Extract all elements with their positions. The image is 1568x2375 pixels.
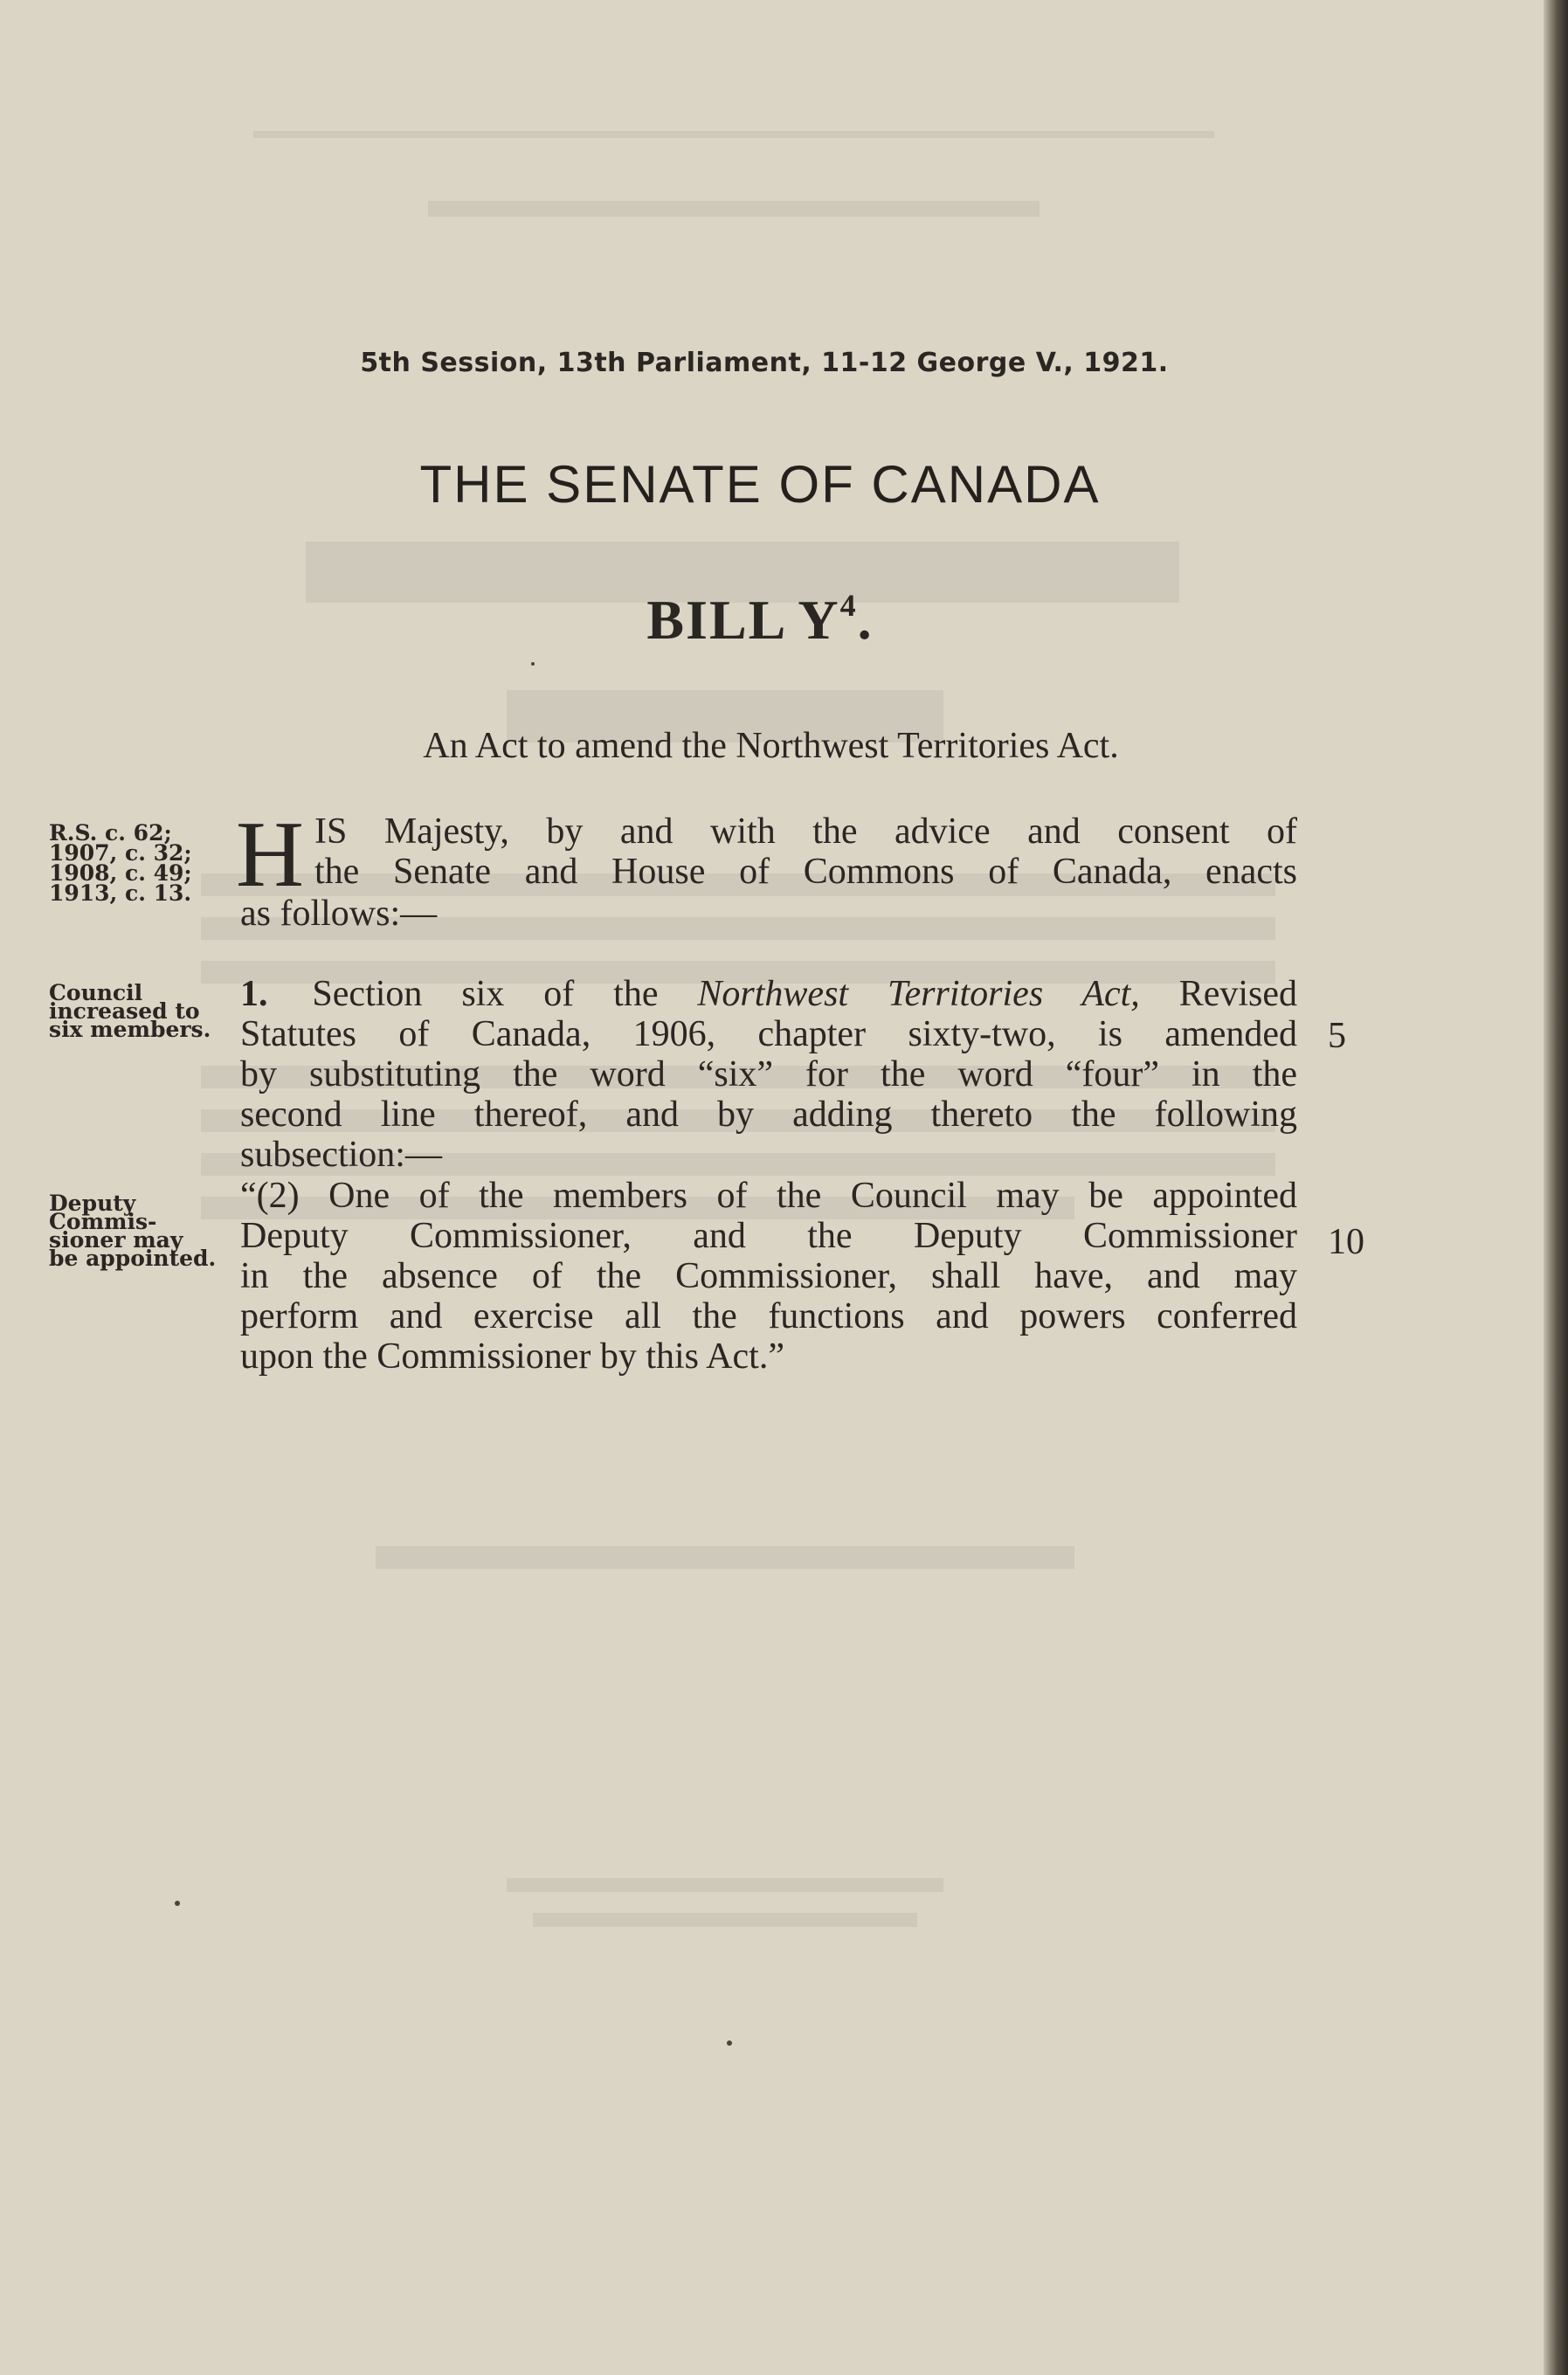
session-line: 5th Session, 13th Parliament, 11-12 George V., 1921. — [360, 348, 1169, 378]
margin-note-line: Commis- — [49, 1209, 157, 1234]
margin-note-line: 1908, c. 49; — [49, 860, 192, 886]
margin-note-line: increased to — [49, 998, 200, 1024]
subsection-line: upon the Commissioner by this Act.” — [240, 1336, 784, 1377]
bill-superscript: 4 — [839, 588, 858, 623]
section-line — [240, 974, 1297, 1014]
section-line: second line thereof, and by adding thereto the following — [240, 1094, 1297, 1135]
margin-note-line: sioner may — [49, 1227, 183, 1253]
section-line: subsection:— — [240, 1135, 442, 1175]
margin-note-council — [49, 980, 224, 1042]
section-1 — [240, 974, 1297, 1175]
bill-label: BILL Y — [646, 589, 840, 651]
margin-note-line: Deputy — [49, 1191, 136, 1216]
margin-note-line: Council — [49, 980, 143, 1005]
margin-note-deputy — [49, 1191, 224, 1271]
paper-speck — [727, 2040, 732, 2046]
enacting-line: as follows:— — [240, 894, 438, 934]
margin-note-line: six members. — [49, 1017, 211, 1042]
chamber-title: THE SENATE OF CANADA — [419, 455, 1101, 514]
paper-speck — [531, 662, 535, 666]
bill-number — [0, 587, 1520, 652]
subsection-line: in the absence of the Commissioner, shall have, and may — [240, 1256, 1297, 1296]
subsection-2 — [240, 1176, 1297, 1377]
margin-note-line: 1913, c. 13. — [49, 880, 192, 906]
subsection-line: Deputy Commissioner, and the Deputy Commissioner — [240, 1216, 1297, 1256]
margin-note-line: be appointed. — [49, 1246, 217, 1271]
enacting-clause — [236, 803, 1297, 934]
margin-note-line: R.S. c. 62; — [49, 820, 172, 846]
section-line: by substituting the word “six” for the word “four” in the — [240, 1054, 1297, 1094]
enacting-line: IS Majesty, by and with the advice and consent of — [314, 811, 1297, 852]
act-title: An Act to amend the Northwest Territories Act. — [423, 726, 1119, 766]
paper-speck — [175, 1901, 180, 1906]
bill-period: . — [857, 589, 874, 651]
margin-note-statute-refs — [49, 820, 224, 906]
section-line: Statutes of Canada, 1906, chapter sixty-two, is amended — [240, 1014, 1297, 1054]
line-number-10: 10 — [1328, 1222, 1364, 1262]
margin-note-line: 1907, c. 32; — [49, 840, 192, 866]
subsection-line: perform and exercise all the functions and powers conferred — [240, 1296, 1297, 1336]
line-number-5: 5 — [1328, 1016, 1346, 1056]
page-edge-shadow — [1544, 0, 1568, 2375]
subsection-line: “(2) One of the members of the Council may be appointed — [240, 1176, 1297, 1216]
section-text: Revised — [1178, 974, 1298, 1014]
act-name: Northwest Territories Act, — [697, 974, 1140, 1014]
section-number: 1. — [240, 974, 268, 1014]
enacting-line: the Senate and House of Commons of Canada, enacts — [314, 852, 1297, 892]
drop-cap: H — [236, 803, 304, 907]
section-text: Section six of the — [312, 974, 659, 1014]
